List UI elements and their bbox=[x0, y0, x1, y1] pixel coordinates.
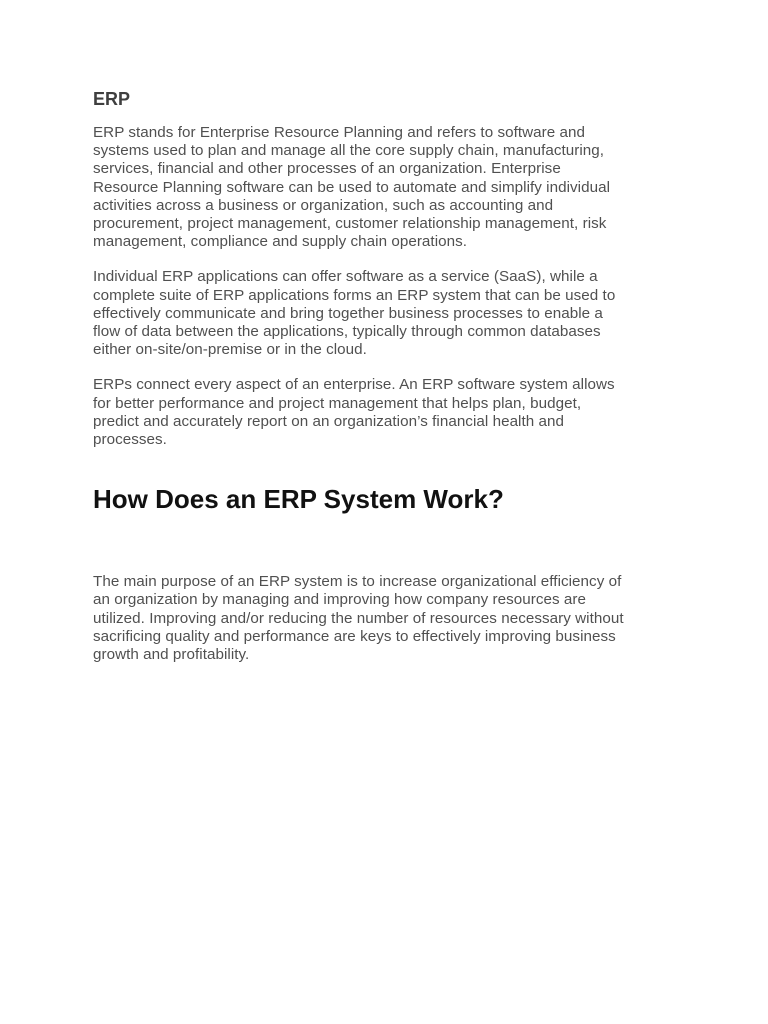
paragraph-line: The main purpose of an ERP system is to increase organizational efficiency of bbox=[93, 573, 622, 591]
paragraph-line: ERP stands for Enterprise Resource Planning and refers to software and bbox=[93, 124, 586, 141]
paragraph-line: systems used to plan and manage all the core supply chain, manufacturing, bbox=[93, 142, 605, 160]
paragraph-erp-enterprise bbox=[93, 376, 688, 449]
paragraph-erp-purpose bbox=[93, 573, 688, 664]
paragraph-erp-definition bbox=[93, 124, 688, 251]
section-heading-how-erp-works: How Does an ERP System Work? bbox=[93, 484, 504, 515]
paragraph-line: procurement, project management, customer relationship management, risk bbox=[93, 215, 607, 233]
paragraph-line: flow of data between the applications, typically through common databases bbox=[93, 323, 601, 341]
paragraph-line: complete suite of ERP applications forms an ERP system that can be used to bbox=[93, 286, 616, 304]
section-heading-erp: ERP bbox=[93, 89, 131, 109]
paragraph-line: predict and accurately report on an organization’s financial health and bbox=[93, 412, 565, 430]
paragraph-erp-applications bbox=[93, 268, 688, 359]
paragraph-line: services, financial and other processes of an organization. Enterprise bbox=[93, 160, 561, 178]
paragraph-line: for better performance and project management that helps plan, budget, bbox=[93, 394, 582, 412]
paragraph-line: utilized. Improving and/or reducing the number of resources necessary without bbox=[93, 609, 624, 627]
paragraph-line: either on-site/on-premise or in the cloud. bbox=[93, 341, 367, 359]
paragraph-line: activities across a business or organization, such as accounting and bbox=[93, 196, 554, 214]
paragraph-line: an organization by managing and improving how company resources are bbox=[93, 591, 587, 609]
paragraph-line: effectively communicate and bring together business processes to enable a bbox=[93, 304, 603, 322]
paragraph-line: management, compliance and supply chain operations. bbox=[93, 233, 468, 251]
paragraph-line: ERPs connect every aspect of an enterprise. An ERP software system allows bbox=[93, 376, 615, 394]
paragraph-line: Resource Planning software can be used to automate and simplify individual bbox=[93, 178, 610, 196]
paragraph-line: Individual ERP applications can offer software as a service (SaaS), while a bbox=[93, 268, 598, 286]
paragraph-line: growth and profitability. bbox=[93, 646, 250, 664]
paragraph-line: sacrificing quality and performance are keys to effectively improving business bbox=[93, 627, 616, 645]
paragraph-line: processes. bbox=[93, 431, 167, 449]
